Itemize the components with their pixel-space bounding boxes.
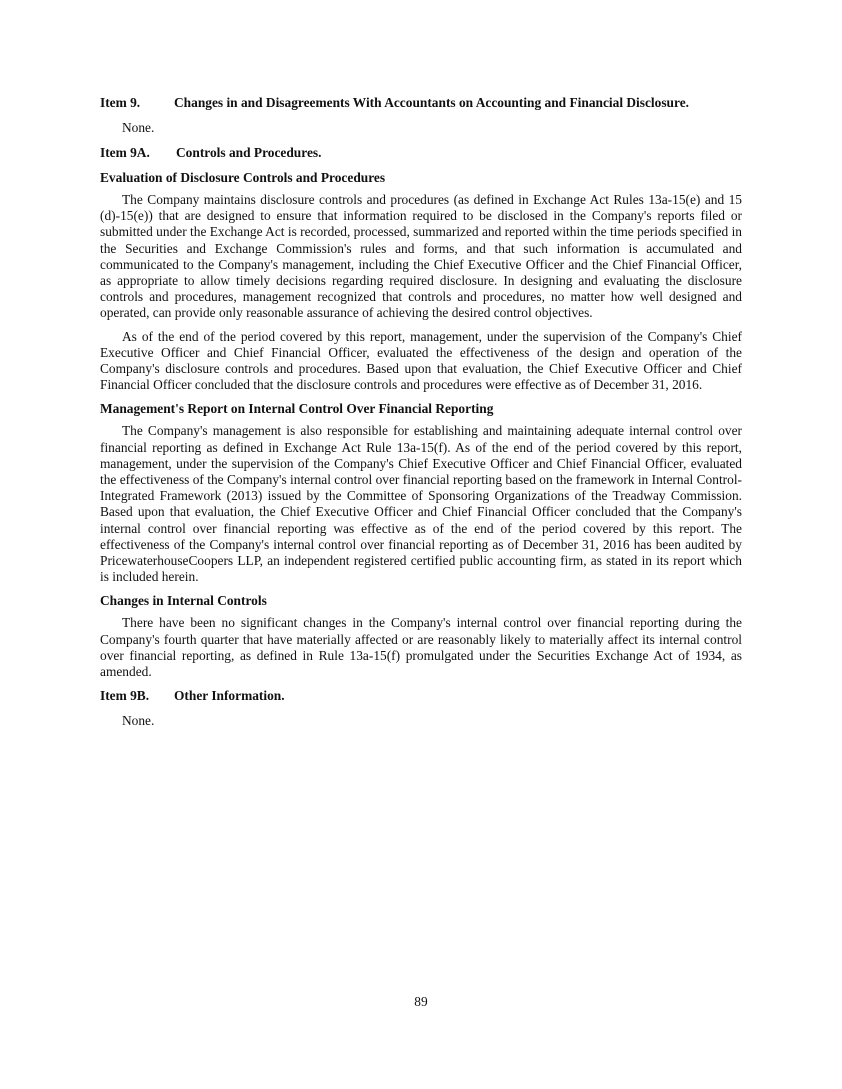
management-report-paragraph: The Company's management is also responsible for establishing and maintaining adequate internal control over financial reporting as defined in Exchange Act Rule 13a-15(f). As of the end of the period covered by this report, management, under the supervision of the Company's Chief Executive Officer and Chief Financial Officer, evaluated the effectiveness of the Company's internal control over financial reporting based on the framework in Internal Control-Integrated Framework (2013) issued by the Committee of Sponsoring Organizations of the Treadway Commission. Based upon that evaluation, the Chief Executive Officer and Chief Financial Officer concluded that the Company's internal control over financial reporting was effective as of the end of the period covered by this report. The effectiveness of the Company's internal control over financial reporting as of December 31, 2016 has been audited by PricewaterhouseCoopers LLP, an independent registered certified public accounting firm, as stated in its report which is included herein.: [100, 423, 742, 585]
item-9b-heading: [100, 687, 742, 704]
evaluation-paragraph-2: As of the end of the period covered by this report, management, under the supervision of the Company's Chief Executive Officer and Chief Financial Officer, evaluated the effectiveness of the design and operation of the Company's disclosure controls and procedures. Based upon that evaluation, the Chief Executive Officer and Chief Financial Officer concluded that the disclosure controls and procedures were effective as of December 31, 2016.: [100, 328, 742, 393]
item-9-heading: [100, 94, 742, 111]
item-9b-number: Item 9B.: [100, 688, 150, 704]
evaluation-heading: Evaluation of Disclosure Controls and Procedures: [100, 170, 386, 185]
item-9-number: Item 9.: [100, 95, 141, 110]
item-9a-title: Controls and Procedures.: [176, 145, 322, 160]
item-9-body: None.: [122, 120, 155, 135]
evaluation-paragraph-1: The Company maintains disclosure controls and procedures (as defined in Exchange Act Rules 13a-15(e) and 15 (d)-15(e)) that are designed to ensure that information required to be disclosed in the Company's reports filed or submitted under the Exchange Act is recorded, processed, summarized and reported within the time periods specified in the Securities and Exchange Commission's rules and forms, and that such information is accumulated and communicated to the Company's management, including the Chief Executive Officer and the Chief Financial Officer, as appropriate to allow timely decisions regarding required disclosure. In designing and evaluating the disclosure controls and procedures, management recognized that controls and procedures, no matter how well designed and operated, can provide only reasonable assurance of achieving the desired control objectives.: [100, 192, 742, 321]
item-9a-number: Item 9A.: [100, 145, 150, 160]
changes-heading: Changes in Internal Controls: [100, 593, 267, 609]
changes-paragraph: There have been no significant changes in the Company's internal control over financial reporting during the Company's fourth quarter that have materially affected or are reasonably likely to materially affect its internal control over financial reporting, as defined in Rule 13a-15(f) promulgated under the Securities Exchange Act of 1934, as amended.: [100, 615, 742, 680]
document-content: [100, 94, 742, 737]
item-9b-body: None.: [122, 713, 155, 729]
page-number: 89: [414, 994, 428, 1009]
item-9-title: Changes in and Disagreements With Accountants on Accounting and Financial Disclosure.: [174, 95, 689, 110]
item-9b-title: Other Information.: [174, 688, 285, 704]
item-9a-heading: [100, 144, 742, 161]
management-report-heading: Management's Report on Internal Control Over Financial Reporting: [100, 401, 494, 417]
